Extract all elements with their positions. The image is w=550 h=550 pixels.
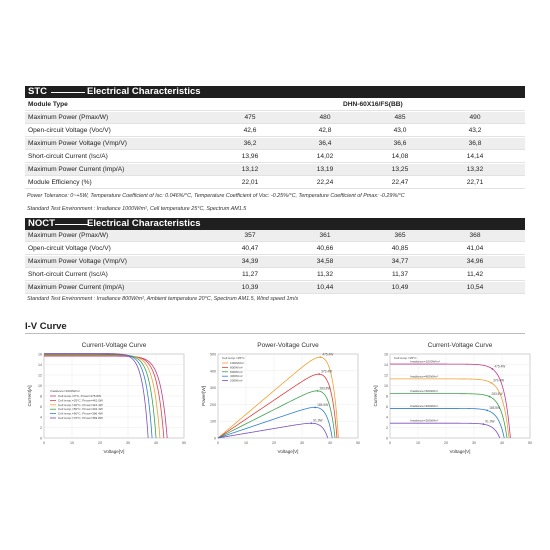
peak-label: 185.5W (489, 405, 501, 410)
spec-value: 42,6 (243, 127, 257, 134)
legend-entry: 800W/m² (230, 365, 243, 370)
max-power-point (491, 368, 493, 370)
y-tick-label: 6 (40, 405, 42, 409)
x-tick-label: 20 (444, 441, 448, 445)
iv-curve-title: I-V Curve (25, 321, 67, 332)
peak-label: 91.9W (485, 419, 495, 424)
module-model: DHN-60X16/FS(BB) (343, 101, 403, 108)
spec-label: Open-circuit Voltage (Voc/V) (28, 245, 111, 252)
spec-value: 13,19 (316, 166, 334, 173)
spec-value: 14,08 (391, 153, 409, 160)
spec-value: 43,0 (393, 127, 407, 134)
chart-title: Current-Voltage Curve (427, 342, 493, 349)
series-label: Irradiance=200W/m² (410, 418, 439, 423)
noct-test-note: Standard Test Environment : Irradiance 800W/m², Ambient temperature 20°C, Spectrum AM1.5, Wind speed 1m/s (27, 296, 299, 302)
spec-value: 36,8 (468, 140, 482, 147)
y-tick-label: 4 (40, 415, 42, 420)
spec-value: 357 (244, 232, 256, 239)
stc-test-note: Standard Test Environment : Irradiance 1000W/m², Cell temperature 25°C, Spectrum AM1.5 (27, 206, 247, 212)
spec-value: 42,8 (318, 127, 332, 134)
x-tick-label: 30 (472, 441, 476, 445)
x-tick-label: 30 (126, 441, 130, 445)
max-power-point (318, 373, 320, 375)
module-type-label: Module Type (28, 101, 68, 108)
chart-title: Power-Voltage Curve (257, 342, 319, 349)
series-label: Irradiance=600W/m² (410, 389, 439, 394)
max-power-point (319, 356, 321, 358)
spec-row (25, 269, 525, 281)
x-tick-label: 40 (154, 441, 158, 445)
y-tick-label: 14 (384, 363, 388, 367)
x-tick-label: 40 (328, 441, 332, 445)
spec-value: 36,2 (243, 140, 257, 147)
legend-entry: 400W/m² (230, 374, 243, 379)
spec-value: 34,39 (241, 258, 259, 265)
x-tick-label: 20 (272, 441, 276, 445)
noct-key: NOCT (28, 218, 55, 229)
legend-entry: Cell temp.=40°C, Pmax=424.4W (58, 402, 103, 407)
legend-entry: Cell temp.=70°C, Pmax=369.8W (58, 416, 103, 420)
spec-label: Maximum Power Voltage (Vmp/V) (28, 140, 127, 147)
spec-label: Short-circuit Current (Isc/A) (28, 153, 108, 160)
stc-header-line (51, 92, 85, 93)
legend-entry: 600W/m² (230, 369, 243, 374)
y-tick-label: 2 (386, 426, 388, 430)
spec-value: 490 (469, 114, 481, 121)
spec-value: 40,47 (241, 245, 259, 252)
y-tick-label: 400 (210, 369, 216, 374)
x-tick-label: 0 (389, 441, 391, 445)
x-tick-label: 40 (500, 441, 504, 445)
legend-header: Cell temp.=25°C (394, 356, 417, 360)
x-tick-label: 10 (416, 441, 420, 445)
stc-tolerance-note: Power Tolerance: 0~+5W, Temperature Coefficient of Isc: 0.046%/°C, Temperature Coefficient of Voc: -0.25%/°C, Temperature Coefficient of Pmax: -0.29%/°C (27, 193, 405, 199)
spec-label: Module Efficiency (%) (28, 179, 92, 186)
y-tick-label: 4 (386, 415, 388, 420)
y-tick-label: 12 (384, 373, 388, 378)
noct-header-line (55, 224, 89, 225)
spec-row (25, 282, 525, 294)
spec-value: 10,49 (391, 284, 409, 291)
legend-entry: Cell temp.=60°C, Pmax=386.4W (58, 411, 103, 416)
y-tick-label: 10 (38, 384, 42, 388)
x-tick-label: 10 (244, 441, 248, 445)
legend-header: Irradiance=1000W/m² (50, 389, 80, 393)
spec-label: Maximum Power Current (Imp/A) (28, 166, 125, 173)
legend-entry: Cell temp.=50°C, Pmax=404.4W (58, 407, 103, 412)
spec-row (25, 177, 525, 189)
series-label: Irradiance=1000W/m² (410, 359, 440, 364)
max-power-point (486, 409, 488, 411)
spec-label: Maximum Power Current (Imp/A) (28, 284, 125, 291)
peak-label: 379.4W (321, 369, 333, 374)
spec-label: Short-circuit Current (Isc/A) (28, 271, 108, 278)
stc-title: Electrical Characteristics (87, 86, 201, 97)
spec-value: 13,12 (241, 166, 259, 173)
spec-row (25, 138, 525, 150)
y-tick-label: 8 (386, 394, 388, 399)
y-tick-label: 10 (384, 384, 388, 388)
legend-entry: Cell temp.=25°C, Pmax=442.0W (58, 398, 103, 403)
peak-label: 379.4W (493, 378, 505, 383)
spec-value: 10,39 (241, 284, 259, 291)
spec-value: 10,44 (316, 284, 334, 291)
spec-value: 40,66 (316, 245, 334, 252)
spec-label: Maximum Power (Pmax/W) (28, 232, 109, 239)
spec-value: 11,27 (241, 271, 258, 278)
x-tick-label: 50 (182, 441, 186, 445)
series-label: Irradiance=800W/m² (410, 374, 439, 379)
spec-label: Maximum Power Voltage (Vmp/V) (28, 258, 127, 265)
spec-value: 485 (394, 114, 406, 121)
peak-label: 91.9W (313, 418, 323, 423)
x-axis-label: Voltage[V] (449, 449, 471, 454)
y-tick-label: 500 (210, 352, 216, 357)
spec-value: 34,58 (316, 258, 334, 265)
spec-value: 475 (244, 114, 256, 121)
max-power-point (317, 390, 319, 392)
legend-entry: 200W/m² (230, 378, 243, 383)
spec-value: 365 (394, 232, 406, 239)
y-tick-label: 0 (40, 436, 42, 441)
iv-divider (25, 333, 525, 334)
legend-entry: 1000W/m² (230, 361, 245, 365)
y-tick-label: 100 (210, 419, 216, 424)
iv-chart-temperature (22, 338, 190, 462)
spec-value: 22,47 (391, 179, 409, 186)
module-type-row (25, 99, 525, 111)
spec-value: 480 (319, 114, 331, 121)
peak-label: 475.4W (494, 364, 506, 369)
x-tick-label: 0 (217, 441, 219, 445)
spec-value: 40,85 (391, 245, 409, 252)
spec-value: 36,4 (318, 140, 332, 147)
spec-value: 361 (319, 232, 331, 239)
y-tick-label: 8 (40, 394, 42, 399)
spec-value: 14,14 (466, 153, 484, 160)
spec-value: 34,77 (391, 258, 409, 265)
x-tick-label: 50 (356, 441, 360, 445)
spec-value: 22,01 (241, 179, 259, 186)
spec-value: 43,2 (468, 127, 482, 134)
x-tick-label: 10 (70, 441, 74, 445)
max-power-point (310, 422, 312, 424)
spec-value: 22,71 (466, 179, 484, 186)
iv-chart-irradiance (368, 338, 536, 462)
series-label: Irradiance=400W/m² (410, 403, 439, 408)
y-axis-label: Power[W] (201, 386, 206, 406)
spec-value: 34,96 (466, 258, 484, 265)
y-tick-label: 12 (38, 373, 42, 378)
x-tick-label: 0 (43, 441, 45, 445)
spec-row (25, 243, 525, 255)
y-tick-label: 300 (210, 386, 216, 391)
peak-label: 185.5W (317, 402, 329, 407)
noct-title: Electrical Characteristics (87, 218, 201, 229)
spec-value: 13,96 (241, 153, 259, 160)
y-axis-label: Current[A] (373, 385, 378, 407)
spec-label: Maximum Power (Pmax/W) (28, 114, 109, 121)
x-tick-label: 30 (300, 441, 304, 445)
spec-value: 36,6 (393, 140, 407, 147)
y-tick-label: 14 (38, 363, 42, 367)
peak-label: 283.8W (319, 386, 331, 391)
y-tick-label: 0 (214, 436, 216, 441)
spec-value: 11,42 (466, 271, 483, 278)
spec-value: 11,32 (316, 271, 333, 278)
spec-row (25, 151, 525, 163)
spec-label: Open-circuit Voltage (Voc/V) (28, 127, 111, 134)
stc-section-header (25, 86, 525, 98)
legend-entry: Cell temp.=0°C, Pmax=475.8W (58, 394, 102, 398)
y-axis-label: Current[A] (27, 385, 32, 407)
spec-value: 13,32 (466, 166, 484, 173)
max-power-point (314, 406, 316, 408)
y-tick-label: 2 (40, 426, 42, 430)
spec-row (25, 125, 525, 137)
spec-row (25, 112, 525, 124)
spec-row (25, 164, 525, 176)
spec-value: 11,37 (391, 271, 408, 278)
peak-label: 475.4W (322, 352, 334, 357)
legend-header: Cell temp.=25°C (222, 356, 245, 360)
spec-value: 41,04 (466, 245, 484, 252)
y-tick-label: 0 (386, 436, 388, 441)
x-tick-label: 50 (528, 441, 532, 445)
y-tick-label: 16 (384, 352, 388, 357)
x-tick-label: 20 (98, 441, 102, 445)
noct-section-header (25, 218, 525, 230)
y-tick-label: 6 (386, 405, 388, 409)
spec-value: 22,24 (316, 179, 334, 186)
pv-chart-irradiance (196, 338, 364, 462)
y-tick-label: 16 (38, 352, 42, 357)
spec-value: 10,54 (466, 284, 484, 291)
max-power-point (482, 423, 484, 425)
spec-value: 13,25 (391, 166, 409, 173)
spec-row (25, 230, 525, 242)
max-power-point (489, 396, 491, 398)
x-axis-label: Voltage[V] (103, 449, 125, 454)
spec-row (25, 256, 525, 268)
chart-title: Current-Voltage Curve (81, 342, 147, 349)
peak-label: 283.8W (491, 392, 503, 397)
stc-key: STC (28, 86, 47, 97)
spec-value: 14,02 (316, 153, 334, 160)
max-power-point (490, 382, 492, 384)
y-tick-label: 200 (210, 402, 216, 407)
spec-value: 368 (469, 232, 481, 239)
x-axis-label: Voltage[V] (277, 449, 299, 454)
